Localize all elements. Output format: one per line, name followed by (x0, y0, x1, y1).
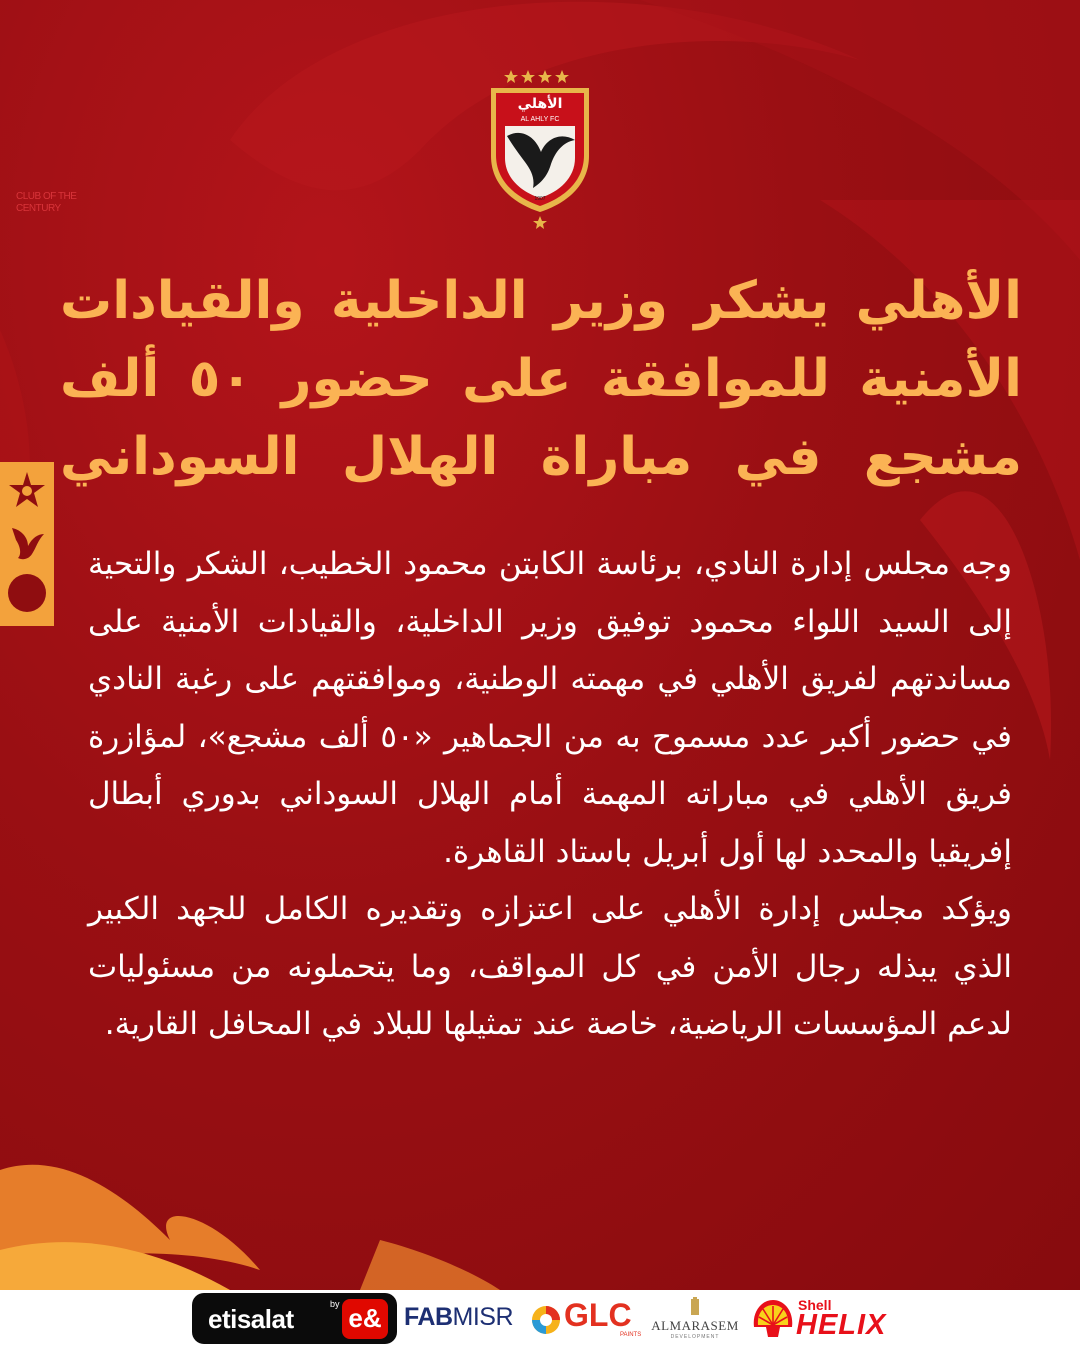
crest-year: 1907 (534, 196, 546, 202)
almarasem-sponsor-logo (648, 1297, 742, 1345)
fab-bold-text: FAB (404, 1303, 453, 1331)
etisalat-by-text: by (330, 1299, 340, 1309)
article-body (88, 536, 1012, 1054)
etisalat-wordmark: etisalat (208, 1304, 294, 1334)
e-and-logo: e& (342, 1299, 388, 1339)
glc-wordmark: GLC (564, 1297, 632, 1333)
fab-misr-text: MISR (452, 1303, 513, 1331)
glc-paints-text: PAINTS (620, 1332, 642, 1338)
crest-arabic-name: الأهلي (517, 96, 563, 112)
headline: الأهلي يشكر وزير الداخلية والقيادات الأمنية للموافقة على حضور ٥٠ ألف مشجع في مباراة الهلال السوداني (60, 271, 1022, 487)
article-paragraph: ويؤكد مجلس إدارة الأهلي على اعتزازه وتقديره الكامل للجهد الكبير الذي يبذله رجال الأمن في كل المواقف، وما يتحملونه من مسئوليات لدعم المؤسسات الرياضية، خاصة عند تمثيلها للبلاد في المحافل القارية. (88, 891, 1012, 1042)
almarasem-development-text: DEVELOPMENT (670, 1334, 720, 1340)
article-paragraph: وجه مجلس إدارة النادي، برئاسة الكابتن محمود الخطيب، الشكر والتحية إلى السيد اللواء محمود توفيق وزير الداخلية، والقيادات الأمنية على مساندتهم لفريق الأهلي في مهمته الوطنية، وموافقتهم على رغبة النادي في حضور أكبر عدد مسموح به من الجماهير «٥٠ ألف مشجع»، لمؤازرة فريق الأهلي في مباراته المهمة أمام الهلال السوداني بدوري أبطال إفريقيا والمحدد لها أول أبريل باستاد القاهرة. (88, 546, 1012, 870)
etisalat-sponsor-logo (192, 1293, 397, 1344)
shell-pecten-icon (750, 1297, 796, 1343)
circle-icon (6, 572, 48, 614)
club-of-the-century-text: CLUB OF THE CENTURY (16, 191, 77, 214)
star-emblem-icon (6, 470, 48, 512)
crest-club-name: AL AHLY FC (520, 116, 560, 123)
side-bar (0, 462, 54, 626)
club-crest-logo (485, 66, 595, 234)
fabmisr-sponsor-logo (404, 1303, 513, 1332)
shell-helix-sponsor-logo (796, 1296, 908, 1344)
helix-wordmark: HELIX (796, 1309, 887, 1341)
glc-sponsor-logo (530, 1296, 640, 1342)
almarasem-emblem-icon (685, 1297, 705, 1317)
glc-swirl-icon (530, 1304, 562, 1336)
shell-text: Shell (798, 1297, 832, 1313)
eagle-icon (6, 520, 48, 562)
almarasem-wordmark: ALMARASEM (651, 1318, 739, 1333)
